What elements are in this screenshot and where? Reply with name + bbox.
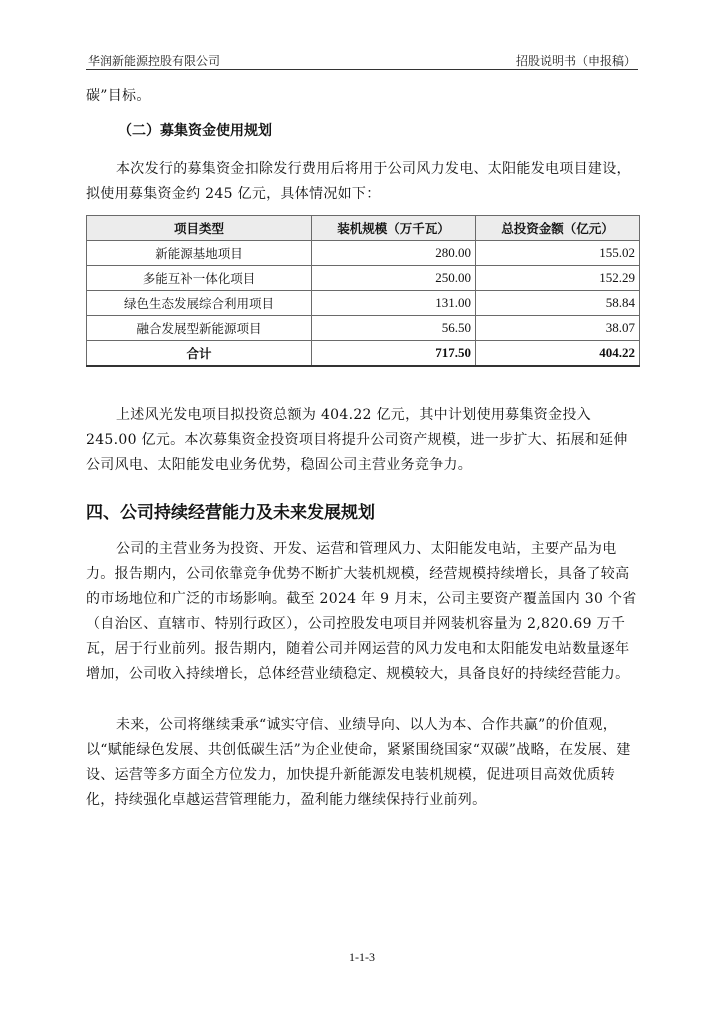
table-row — [87, 316, 640, 341]
cell-total-label: 合计 — [87, 341, 312, 367]
cell-capacity: 131.00 — [312, 291, 476, 316]
cell-capacity: 56.50 — [312, 316, 476, 341]
header-divider — [86, 69, 638, 70]
intro-paragraph: 本次发行的募集资金扣除发行费用后将用于公司风力发电、太阳能发电项目建设，拟使用募集资金约 245 亿元，具体情况如下： — [86, 161, 631, 202]
column-header-investment: 总投资金额（亿元） — [476, 216, 640, 241]
fund-usage-table — [86, 215, 640, 367]
cell-investment: 38.07 — [476, 316, 640, 341]
cell-investment: 155.02 — [476, 241, 640, 266]
page-header — [86, 50, 638, 70]
cell-project-type: 多能互补一体化项目 — [87, 266, 312, 291]
cell-project-type: 融合发展型新能源项目 — [87, 316, 312, 341]
cell-capacity: 280.00 — [312, 241, 476, 266]
table-header-row — [87, 216, 640, 241]
section-heading: 四、公司持续经营能力及未来发展规划 — [86, 503, 375, 523]
cell-total-capacity: 717.50 — [312, 341, 476, 367]
column-header-project-type: 项目类型 — [87, 216, 312, 241]
table-row — [87, 241, 640, 266]
column-header-capacity: 装机规模（万千瓦） — [312, 216, 476, 241]
cell-project-type: 绿色生态发展综合利用项目 — [87, 291, 312, 316]
subsection-heading: （二）募集资金使用规划 — [118, 123, 272, 139]
after-table-paragraph: 上述风光发电项目拟投资总额为 404.22 亿元，其中计划使用募集资金投入 245.00 亿元。本次募集资金投资项目将提升公司资产规模，进一步扩大、拓展和延伸公司风电、太阳能发电业务优势，稳固公司主营业务竞争力。 — [86, 407, 628, 473]
cell-capacity: 250.00 — [312, 266, 476, 291]
header-company-name: 华润新能源控股有限公司 — [88, 54, 221, 68]
table-row — [87, 266, 640, 291]
cell-investment: 58.84 — [476, 291, 640, 316]
page-number: 1-1-3 — [349, 950, 375, 964]
section-paragraph-2: 未来，公司将继续秉承“诚实守信、业绩导向、以人为本、合作共赢”的价值观，以“赋能绿色发展、共创低碳生活”为企业使命，紧紧围绕国家“双碳”战略，在发展、建设、运营等多方面全方位发力，加快提升新能源发电装机规模，促进项目高效优质转化，持续强化卓越运营管理能力，盈利能力继续保持行业前列。 — [86, 717, 631, 808]
section-paragraph-1: 公司的主营业务为投资、开发、运营和管理风力、太阳能发电站，主要产品为电力。报告期内，公司依靠竞争优势不断扩大装机规模，经营规模持续增长，具备了较高的市场地位和广泛的市场影响。截至 2024 年 9 月末，公司主要资产覆盖国内 30 个省（自治区、直辖市、特别行政区），公司控股发电项目并网装机容量为 2,820.69 万千瓦，居于行业前列。报告期内，随着公司并网运营的风力发电和太阳能发电站数量逐年增加，公司收入持续增长，总体经营业绩稳定、规模较大，具备良好的持续经营能力。 — [86, 541, 637, 682]
cell-project-type: 新能源基地项目 — [87, 241, 312, 266]
header-document-type: 招股说明书（申报稿） — [515, 54, 636, 68]
table-row — [87, 291, 640, 316]
cell-total-investment: 404.22 — [476, 341, 640, 367]
carry-over-line: 碳”目标。 — [86, 88, 151, 104]
table-total-row — [87, 341, 640, 367]
cell-investment: 152.29 — [476, 266, 640, 291]
